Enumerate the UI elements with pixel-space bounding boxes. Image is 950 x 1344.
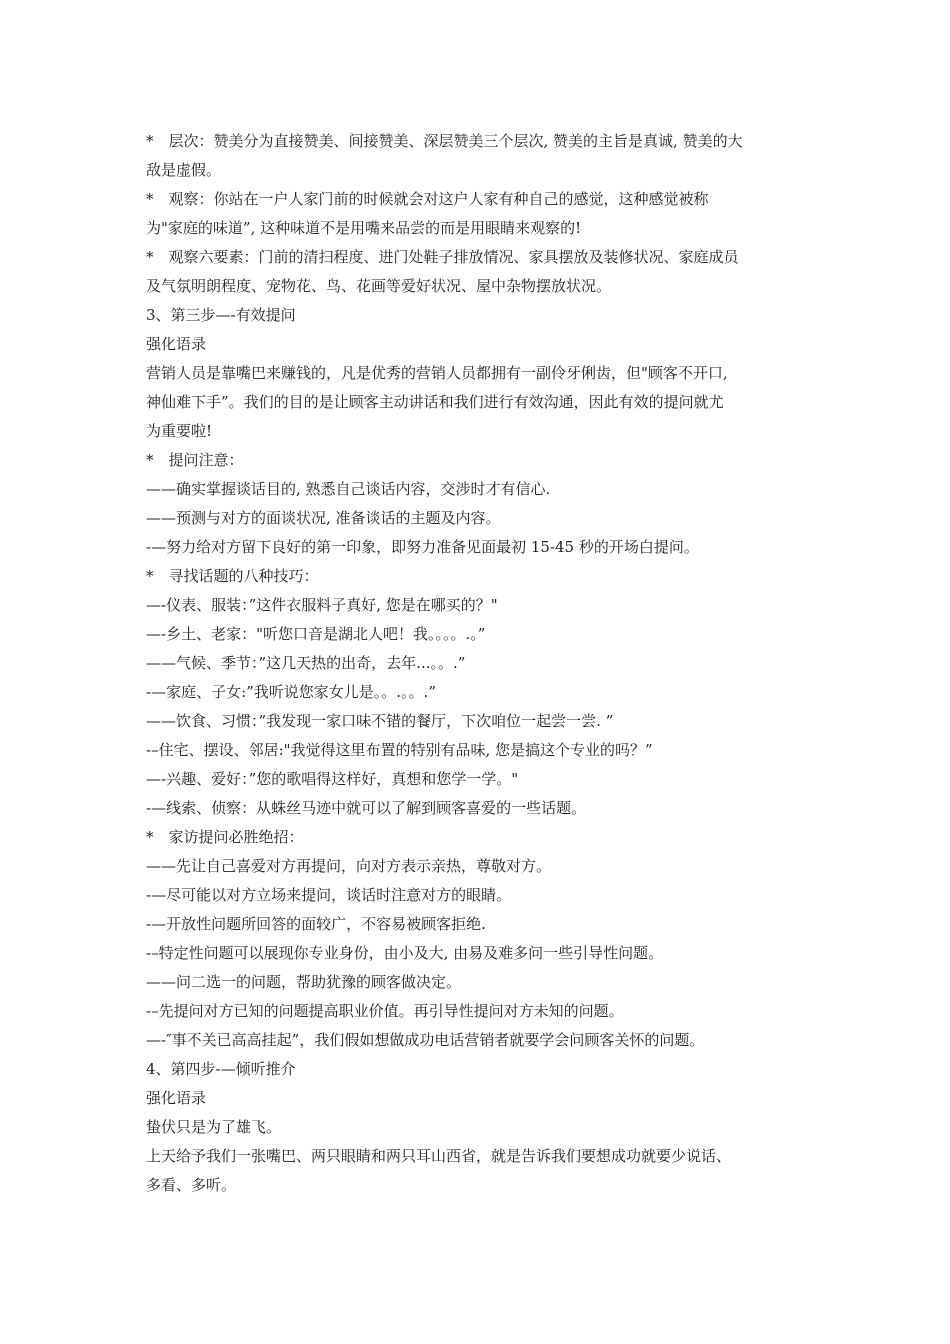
subheading: 强化语录 bbox=[146, 1089, 207, 1107]
list-item: -–先提问对方已知的问题提高职业价值。再引导性提问对方未知的问题。 bbox=[146, 1002, 624, 1020]
text-line: * 层次：赞美分为直接赞美、间接赞美、深层赞美三个层次, 赞美的主旨是真诚, 赞美的大 bbox=[146, 132, 743, 150]
text-line: 敌是虚假。 bbox=[146, 161, 222, 179]
list-item: -—开放性问题所回答的面较广，不容易被顾客拒绝. bbox=[146, 915, 486, 933]
list-item: —-乡土、老家："听您口音是湖北人吧！我。。。。.。” bbox=[146, 625, 486, 643]
text-line: 营销人员是靠嘴巴来赚钱的，凡是优秀的营销人员都拥有一副伶牙俐齿，但"顾客不开口, bbox=[146, 364, 728, 382]
bullet-heading: * 寻找话题的八种技巧： bbox=[146, 567, 319, 585]
list-item: -—尽可能以对方立场来提问，谈话时注意对方的眼睛。 bbox=[146, 886, 512, 904]
subheading: 强化语录 bbox=[146, 335, 207, 353]
text-line: 上天给予我们一张嘴巴、两只眼睛和两只耳山西省，就是告诉我们要想成功就要少说话、 bbox=[146, 1147, 732, 1165]
list-item: —-″事不关已高高挂起”，我们假如想做成功电话营销者就要学会问顾客关怀的问题。 bbox=[146, 1031, 705, 1049]
list-item: ——问二选一的问题，帮助犹豫的顾客做决定。 bbox=[146, 973, 462, 991]
list-item: ——饮食、习惯：”我发现一家口味不错的餐厅，下次咱位一起尝一尝. ” bbox=[146, 712, 614, 730]
text-line: * 观察六要素：门前的清扫程度、进门处鞋子排放情况、家具摆放及装修状况、家庭成员 bbox=[146, 248, 739, 266]
list-item: -—努力给对方留下良好的第一印象，即努力准备见面最初 15-45 秒的开场白提问。 bbox=[146, 538, 699, 556]
section-heading: 3、第三步—-有效提问 bbox=[146, 306, 296, 324]
list-item: —-兴趣、爱好：”您的歌唱得这样好，真想和您学一学。" bbox=[146, 770, 519, 788]
text-line: 神仙难下手”。我们的目的是让顾客主动讲话和我们进行有效沟通，因此有效的提问就尤 bbox=[146, 393, 724, 411]
text-line: 蛰伏只是为了雄飞。 bbox=[146, 1118, 282, 1136]
text-line: 为重要啦! bbox=[146, 422, 213, 440]
text-line: 多看、多听。 bbox=[146, 1176, 237, 1194]
text-line: 及气氛明朗程度、宠物花、鸟、花画等爱好状况、屋中杂物摆放状况。 bbox=[146, 277, 612, 295]
list-item: ——预测与对方的面谈状况, 准备谈话的主题及内容。 bbox=[146, 509, 501, 527]
list-item: -–住宅、摆设、邻居:"我觉得这里布置的特别有品味, 您是搞这个专业的吗？” bbox=[146, 741, 653, 759]
bullet-heading: * 家访提问必胜绝招： bbox=[146, 828, 304, 846]
document-body bbox=[146, 127, 814, 1200]
text-line: 为"家庭的味道”, 这种味道不是用嘴来品尝的而是用眼睛来观察的! bbox=[146, 219, 582, 237]
list-item: -—线索、侦察：从蛛丝马迹中就可以了解到顾客喜爱的一些话题。 bbox=[146, 799, 587, 817]
list-item: ——确实掌握谈话目的, 熟悉自己谈话内容，交涉时才有信心. bbox=[146, 480, 551, 498]
section-heading: 4、第四步-—倾听推介 bbox=[146, 1060, 296, 1078]
list-item: -–特定性问题可以展现你专业身份，由小及大, 由易及难多问一些引导性问题。 bbox=[146, 944, 664, 962]
list-item: ——气候、季节：”这几天热的出奇，去年...。。.” bbox=[146, 654, 466, 672]
list-item: —-仪表、服装：”这件衣服料子真好, 您是在哪买的？" bbox=[146, 596, 498, 614]
text-line: * 观察：你站在一户人家门前的时候就会对这户人家有种自己的感觉，这种感觉被称 bbox=[146, 190, 709, 208]
bullet-heading: * 提问注意： bbox=[146, 451, 244, 469]
list-item: -—家庭、子女:”我听说您家女儿是。。.。。.” bbox=[146, 683, 436, 701]
list-item: ——先让自己喜爱对方再提问，向对方表示亲热，尊敬对方。 bbox=[146, 857, 552, 875]
